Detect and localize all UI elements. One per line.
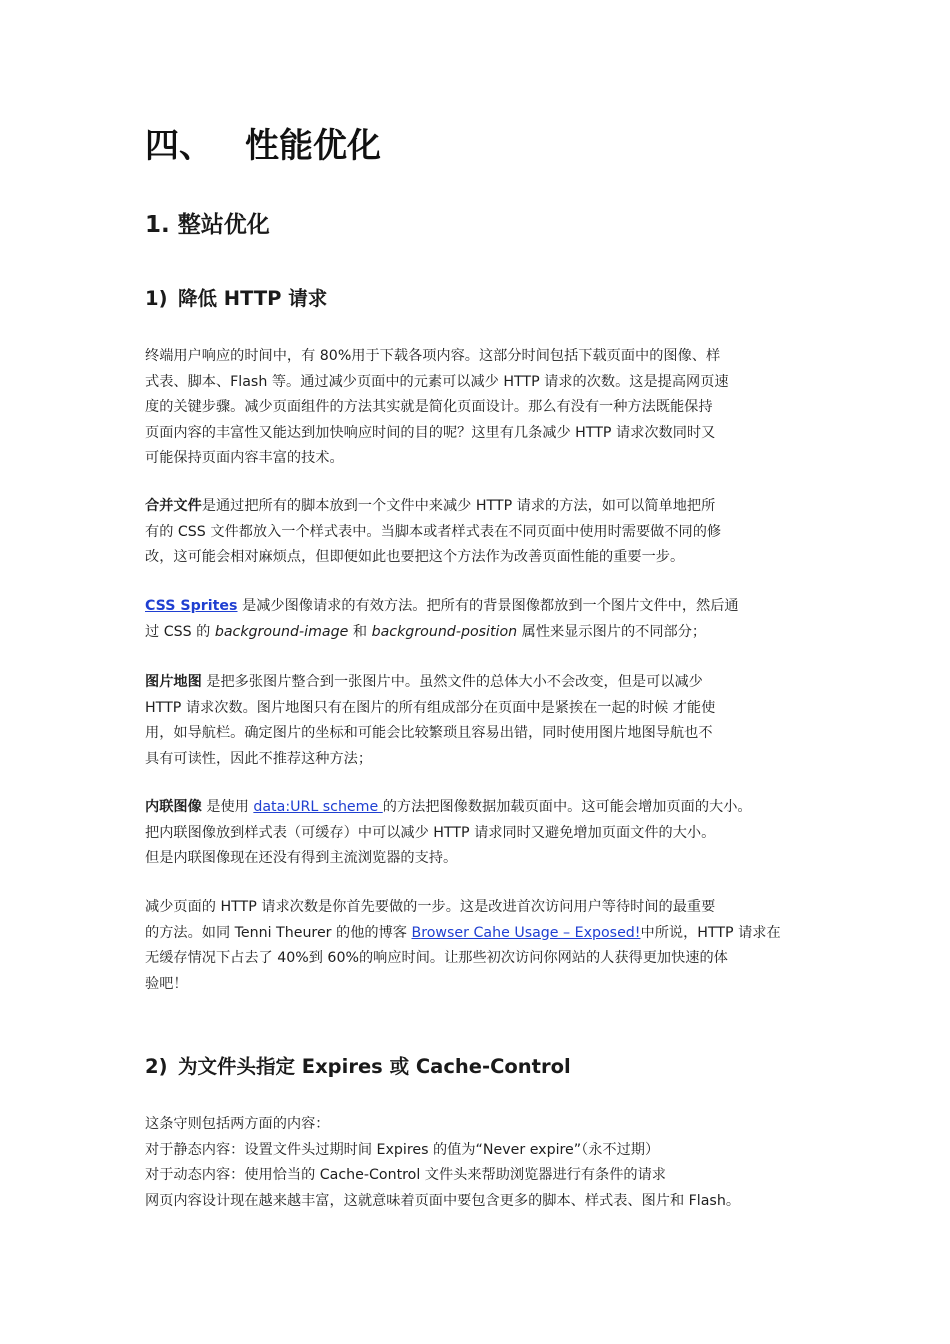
code-term: background-position — [371, 623, 518, 640]
section-heading: 1. 整站优化 — [145, 212, 270, 238]
paragraph-line: 验吧！ — [145, 975, 188, 992]
paragraph-line: 终端用户响应的时间中，有 80%用于下载各项内容。这部分时间包括下载页面中的图像、样 — [145, 348, 721, 364]
paragraph-text: 属性来显示图片的不同部分； — [517, 623, 707, 640]
paragraph-expires — [145, 1112, 815, 1214]
paragraph-line: 无缓存情况下占去了 40%到 60%的响应时间。让那些初次访问你网站的人获得更加快速的体 — [145, 950, 728, 966]
paragraph-summary — [145, 895, 815, 997]
paragraph-css-sprites — [145, 594, 815, 645]
paragraph-text: 的方法。如同 Tenni Theurer 的他的博客 — [145, 924, 412, 941]
paragraph-line: 对于动态内容：使用恰当的 Cache-Control 文件头来帮助浏览器进行有条件的请求 — [145, 1167, 666, 1183]
paragraph-line: 这条守则包括两方面的内容： — [145, 1116, 330, 1132]
chapter-number: 四、 — [145, 126, 213, 166]
css-sprites-link[interactable]: CSS Sprites — [145, 598, 238, 614]
paragraph-intro — [145, 344, 815, 472]
paragraph-line: 减少页面的 HTTP 请求次数是你首先要做的一步。这是改进首次访问用户等待时间的最重要 — [145, 899, 716, 915]
term-image-maps: 图片地图 — [145, 674, 202, 690]
subsection-title: 降低 HTTP 请求 — [178, 287, 328, 310]
paragraph-merge-files — [145, 494, 815, 571]
paragraph-line: 式表、脚本、Flash 等。通过减少页面中的元素可以减少 HTTP 请求的次数。这是提高网页速 — [145, 373, 729, 390]
paragraph-text: 中所说，HTTP 请求在 — [640, 924, 781, 941]
paragraph-image-maps — [145, 670, 815, 772]
paragraph-line: 用，如导航栏。确定图片的坐标和可能会比较繁琐且容易出错，同时使用图片地图导航也不 — [145, 725, 713, 741]
chapter-heading — [145, 122, 381, 170]
subsection-number: 2) — [145, 1055, 168, 1078]
browser-cache-usage-link[interactable]: Browser Cahe Usage – Exposed! — [411, 924, 641, 941]
paragraph-line: 度的关键步骤。减少页面组件的方法其实就是简化页面设计。那么有没有一种方法既能保持 — [145, 399, 713, 415]
paragraph-text: 的方法把图像数据加载页面中。这可能会增加页面的大小。 — [382, 799, 752, 815]
paragraph-line: 网页内容设计现在越来越丰富，这就意味着页面中要包含更多的脚本、样式表、图片和 Flash。 — [145, 1192, 741, 1209]
term-merge-files: 合并文件 — [145, 498, 202, 514]
paragraph-line: 有的 CSS 文件都放入一个样式表中。当脚本或者样式表在不同页面中使用时需要做不同的修 — [145, 523, 722, 540]
subsection-heading-1 — [145, 284, 327, 314]
paragraph-text: 是把多张图片整合到一张图片中。虽然文件的总体大小不会改变，但是可以减少 — [201, 674, 703, 690]
paragraph-text: 是使用 — [201, 799, 254, 815]
subsection-title: 为文件头指定 Expires 或 Cache-Control — [178, 1055, 571, 1078]
chapter-title: 性能优化 — [245, 126, 381, 166]
paragraph-line: 对于静态内容：设置文件头过期时间 Expires 的值为“Never expire”（永不过期） — [145, 1141, 660, 1158]
paragraph-text: 是通过把所有的脚本放到一个文件中来减少 HTTP 请求的方法，如可以简单地把所 — [201, 498, 716, 514]
paragraph-line: 页面内容的丰富性又能达到加快响应时间的目的呢？这里有几条减少 HTTP 请求次数同时又 — [145, 424, 716, 441]
subsection-heading-2 — [145, 1052, 571, 1082]
paragraph-line: 可能保持页面内容丰富的技术。 — [145, 450, 344, 466]
paragraph-line: 改，这可能会相对麻烦点，但即便如此也要把这个方法作为改善页面性能的重要一步。 — [145, 549, 685, 565]
subsection-number: 1) — [145, 287, 168, 310]
paragraph-inline-images — [145, 795, 815, 872]
paragraph-line: HTTP 请求次数。图片地图只有在图片的所有组成部分在页面中是紧挨在一起的时候 才能使 — [145, 699, 716, 716]
data-url-scheme-link[interactable]: data:URL scheme — [253, 799, 383, 815]
paragraph-text: 过 CSS 的 — [145, 623, 215, 640]
paragraph-line: 但是内联图像现在还没有得到主流浏览器的支持。 — [145, 850, 458, 866]
paragraph-text: 和 — [348, 623, 372, 640]
paragraph-text: 是减少图像请求的有效方法。把所有的背景图像都放到一个图片文件中，然后通 — [237, 598, 739, 614]
term-inline-images: 内联图像 — [145, 799, 202, 815]
paragraph-line: 具有可读性，因此不推荐这种方法； — [145, 750, 373, 767]
code-term: background-image — [214, 623, 349, 640]
paragraph-line: 把内联图像放到样式表（可缓存）中可以减少 HTTP 请求同时又避免增加页面文件的大小。 — [145, 824, 716, 841]
